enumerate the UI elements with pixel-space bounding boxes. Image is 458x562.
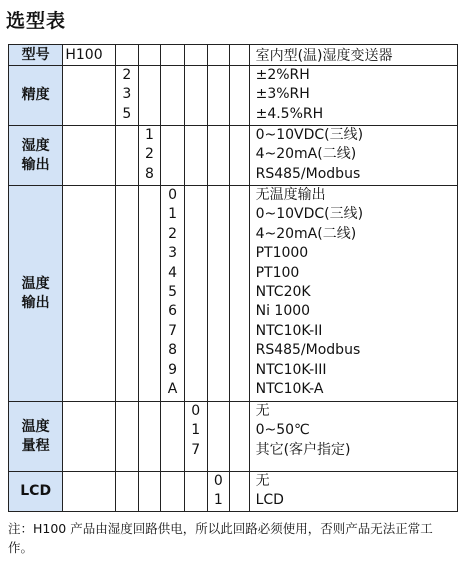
label-line: 精度 (21, 87, 50, 103)
code-column (116, 66, 139, 126)
empty-cell (138, 402, 161, 472)
section-label-lcd (9, 472, 63, 512)
option-description: RS485/Modbus (255, 165, 361, 182)
option-code: 1 (144, 127, 154, 143)
option-description: 4~20mA(二线) (255, 146, 357, 163)
empty-cell (63, 472, 116, 512)
option-code: A (167, 380, 178, 397)
code-column (138, 126, 161, 186)
option-code: 2 (122, 67, 132, 83)
option-code: 9 (168, 361, 178, 378)
option-code: 2 (168, 225, 178, 242)
empty-cell (230, 66, 249, 126)
label-line: 量程 (21, 437, 50, 454)
option-description: 4~20mA(二线) (255, 225, 357, 242)
empty-cell (161, 472, 185, 512)
option-description: 无 (255, 473, 270, 489)
option-code: 3 (122, 86, 132, 103)
option-code: 6 (168, 303, 178, 320)
empty-cell (207, 66, 230, 126)
option-description: ±2%RH (255, 67, 310, 83)
description-column (249, 472, 457, 512)
empty-cell (116, 126, 139, 186)
option-description: 无 (255, 403, 270, 419)
page-title: 选型表 (6, 10, 67, 32)
option-code: 1 (213, 492, 223, 509)
option-description: 0~50℃ (255, 422, 310, 439)
description-column (249, 126, 457, 186)
option-code: 4 (168, 264, 178, 281)
empty-cell (207, 186, 230, 402)
option-description: PT100 (255, 264, 300, 281)
option-code: 5 (168, 283, 178, 300)
option-code: 0 (191, 403, 201, 419)
section-row-lcd (9, 472, 458, 512)
footnote: 注：H100 产品由湿度回路供电，所以此回路必须使用，否则产品无法正常工作。 (8, 521, 433, 555)
label-line: 温度 (21, 275, 50, 292)
empty-cell (184, 186, 207, 402)
option-description: ±3%RH (255, 86, 310, 103)
header-row (9, 45, 458, 66)
empty-cell (207, 402, 230, 472)
section-label-temperature-output (9, 186, 63, 402)
option-code: 3 (168, 245, 178, 262)
empty-cell (184, 45, 207, 66)
label-line: 输出 (21, 156, 50, 173)
code-column (184, 402, 207, 472)
empty-cell (116, 45, 139, 66)
option-description: NTC10K-II (255, 322, 323, 339)
empty-cell (63, 66, 116, 126)
option-description: NTC20K (255, 283, 311, 300)
empty-cell (230, 472, 249, 512)
empty-cell (138, 186, 161, 402)
empty-cell (138, 45, 161, 66)
empty-cell (161, 45, 185, 66)
label-line: LCD (20, 482, 52, 499)
section-label-accuracy (9, 66, 63, 126)
section-row-accuracy (9, 66, 458, 126)
empty-cell (230, 126, 249, 186)
empty-cell (207, 126, 230, 186)
label-line: 湿度 (21, 137, 50, 154)
code-column (207, 472, 230, 512)
label-line: 温度 (21, 418, 50, 435)
option-description: RS485/Modbus (255, 342, 361, 359)
empty-cell (116, 402, 139, 472)
empty-cell (184, 66, 207, 126)
option-description: PT1000 (255, 245, 309, 262)
option-description: NTC10K-III (255, 361, 327, 378)
option-code: 8 (168, 342, 178, 359)
empty-cell (116, 186, 139, 402)
empty-cell (207, 45, 230, 66)
label-line: 输出 (21, 294, 50, 311)
empty-cell (63, 402, 116, 472)
option-code: 0 (168, 187, 178, 203)
description-column (249, 402, 457, 472)
empty-cell (138, 472, 161, 512)
section-label-humidity-output (9, 126, 63, 186)
option-code: 0 (213, 473, 223, 489)
option-description: 无温度输出 (255, 187, 326, 203)
empty-cell (138, 66, 161, 126)
option-description: Ni 1000 (255, 303, 311, 320)
empty-cell (63, 126, 116, 186)
section-label-temperature-range (9, 402, 63, 472)
option-code: 8 (144, 165, 154, 182)
description-column (249, 186, 457, 402)
option-code: 1 (191, 422, 201, 439)
option-code: 2 (144, 146, 154, 163)
option-description: ±4.5%RH (255, 105, 324, 122)
product-description: 室内型(温)湿度变送器 (249, 45, 457, 66)
empty-cell (161, 66, 185, 126)
model-code: H100 (63, 45, 116, 66)
option-code: 1 (168, 206, 178, 223)
option-code: 7 (191, 441, 201, 458)
option-description: 0~10VDC(三线) (255, 206, 364, 223)
section-row-temperature-output (9, 186, 458, 402)
option-description: 其它(客户指定) (255, 441, 351, 458)
empty-cell (161, 402, 185, 472)
option-description: LCD (255, 492, 284, 509)
option-code: 7 (168, 322, 178, 339)
empty-cell (184, 126, 207, 186)
section-row-temperature-range (9, 402, 458, 472)
empty-cell (161, 126, 185, 186)
option-description: 0~10VDC(三线) (255, 127, 364, 143)
option-code: 5 (122, 105, 132, 122)
empty-cell (230, 186, 249, 402)
empty-cell (63, 186, 116, 402)
empty-cell (184, 472, 207, 512)
empty-cell (230, 402, 249, 472)
empty-cell (230, 45, 249, 66)
code-column (161, 186, 185, 402)
option-description: NTC10K-A (255, 380, 324, 397)
model-label: 型号 (9, 45, 63, 66)
empty-cell (116, 472, 139, 512)
selection-table (8, 44, 458, 512)
description-column (249, 66, 457, 126)
section-row-humidity-output (9, 126, 458, 186)
